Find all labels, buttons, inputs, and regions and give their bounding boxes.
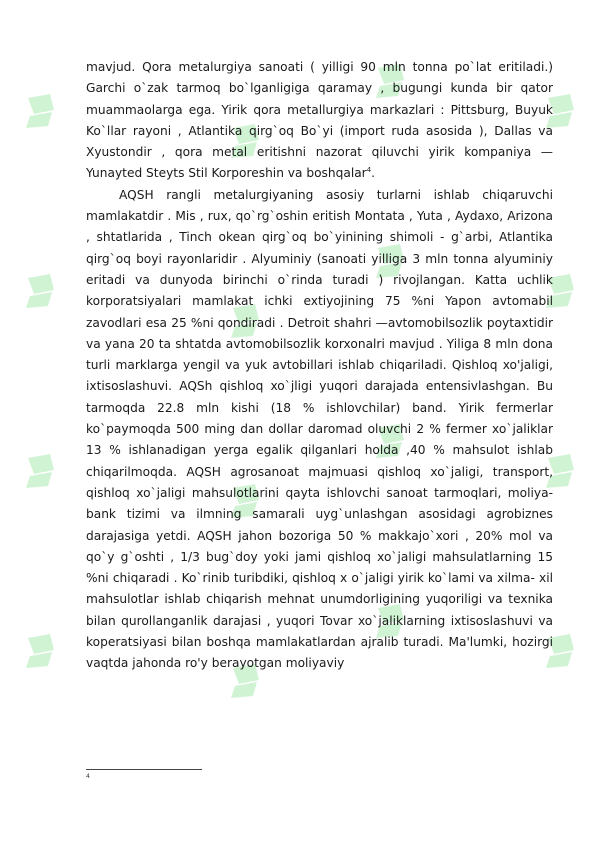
footnote-divider	[86, 769, 202, 770]
watermark-icon	[20, 90, 60, 130]
paragraph-1-text: mavjud. Qora metalurgiya sanoati ( yilligi 90 mln tonna po`lat eritiladi.) Garchi o`zak tarmoq bo`lganligiga qaramay , bugungi kunda bir qator muammaolarga ega. Yirik qora metallurgiya markazlari : Pittsburg, Buyuk Ko`llar rayoni , Atlantika qirg`oq Bo`yi (import ruda asosida ), Dallas va Xyustondir , qora metal eritishni nazorat qiluvchi yirik kompaniya —Yunayted Steyts Stil Korporeshin va boshqalar	[86, 60, 553, 181]
body-text	[86, 57, 553, 675]
watermark-icon	[20, 450, 60, 490]
paragraph-1-end: .	[371, 166, 376, 181]
footnote-reference[interactable]: 4	[366, 166, 372, 175]
paragraph-1	[86, 57, 553, 185]
watermark-icon	[20, 270, 60, 310]
watermark-icon	[20, 630, 60, 670]
paragraph-2: AQSH rangli metalurgiyaning asosiy turlarni ishlab chiqaruvchi mamlakatdir . Mis , rux, qo`rg`oshin eritish Montata , Yuta , Aydaxo, Arizona , shtatlarida , Tinch okean qirg`oq bo`yinining shimoli - g`arbi, Atlantika qirg`oq boyi rayonlaridir . Alyuminiy (sanoati yilliga 3 mln tonna alyuminiy eritadi va dunyoda birinchi o`rinda turadi ) rivojlangan. Katta uchlik korporatsiyalari mamlakat ichki extiyojining 75 %ni Yapon avtomabil zavodlari esa 25 %ni qondiradi . Detroit shahri —avtomobilsozlik poytaxtidir va yana 20 ta shtatda avtomobilsozlik korxonalri mavjud . Yiliga 8 mln dona turli marklarga yengil va yuk avtobillari ishlab chiqariladi. Qishloq xo'jaligi, ixtisoslashuvi. AQSh qishloq xo`jligi yuqori darajada entensivlashgan. Bu tarmoqda 22.8 mln kishi (18 % ishlovchilar) band. Yirik fermerlar ko`paymoqda 500 ming dan dollar daromad oluvchi 2 % fermer xo`jaliklar 13 % ishlanadigan yerga egalik qilganlari holda ,40 % mahsulot ishlab chiqarilmoqda. AQSH agrosanoat majmuasi qishloq xo`jaligi, transport, qishloq xo`jaligi mahsulotlarini qayta ishlovchi sanoat tarmoqlari, moliya-bank tizimi va ilmning samarali uyg`unlashgan asosidagi agrobiznes darajasiga yetdi. AQSH jahon bozoriga 50 % makkajo`xori , 20% mol va qo`y g`oshti , 1/3 bug`doy yoki jami qishloq xo`jaligi mahsulatlarning 15 %ni chiqaradi . Ko`rinib turibdiki, qishloq x o`jaligi yirik ko`lami va xilma- xil mahsulotlar ishlab chiqarish mehnat unumdorligining yuqoriligi va texnika bilan qurollanganlik darajasi , yuqori Tovar xo`jaliklarning ixtisoslashuvi va koperatsiyasi bilan boshqa mamlakatlardan ajralib turadi. Ma'lumki, hozirgi vaqtda jahonda ro'y berayotgan moliyaviy	[86, 187, 553, 671]
footnote-marker: 4	[86, 773, 90, 780]
